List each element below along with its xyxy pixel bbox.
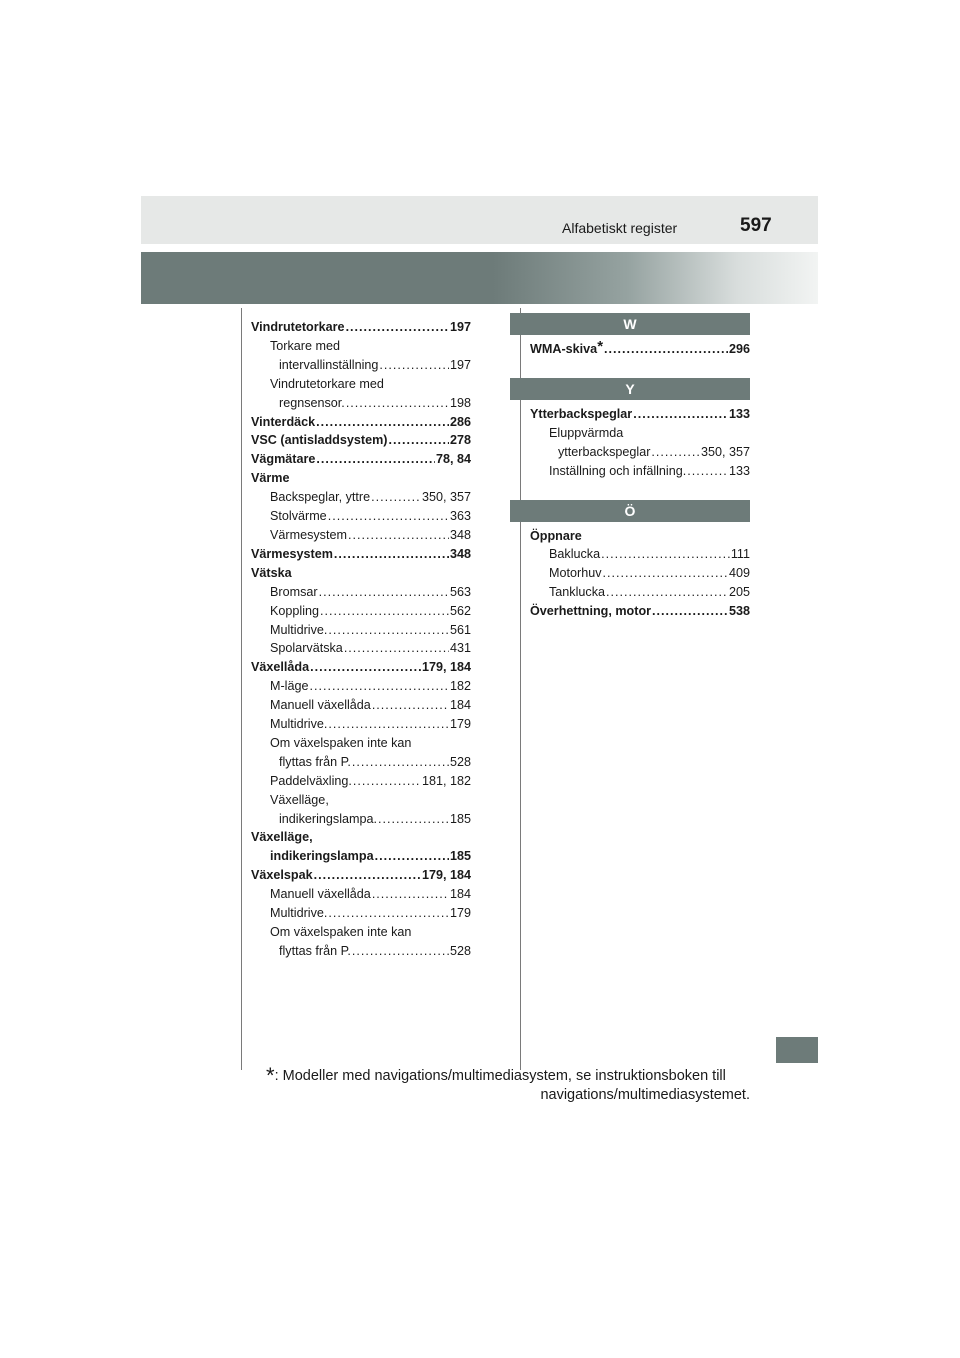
index-entry-term: Växelläge, bbox=[251, 830, 313, 845]
index-entry-page: 184 bbox=[449, 698, 471, 713]
index-entry-term: Multidrive. bbox=[270, 717, 328, 732]
index-entry-term: Tanklucka bbox=[549, 585, 606, 600]
index-entry-sub bbox=[251, 772, 471, 791]
index-entry-term: Vindrutetorkare bbox=[251, 320, 345, 334]
index-entry-main bbox=[251, 545, 471, 564]
index-entry-term: intervallinställning bbox=[279, 357, 379, 372]
index-entry-term: flyttas från P. bbox=[279, 754, 351, 769]
index-entry-term: Baklucka bbox=[549, 547, 601, 562]
dot-leader bbox=[687, 462, 728, 481]
index-entry-main bbox=[251, 450, 471, 469]
footnote-line-1 bbox=[266, 1063, 750, 1088]
index-entry-page: 185 bbox=[449, 811, 471, 826]
index-entry-main bbox=[530, 405, 750, 424]
index-entry-page: 431 bbox=[449, 641, 471, 656]
index-entry-term: Värme bbox=[251, 471, 290, 486]
index-entry-sub bbox=[251, 526, 471, 545]
index-entry-page: 133 bbox=[728, 463, 750, 478]
index-entry-term: Växelläge, bbox=[270, 792, 329, 807]
index-entry-term: Vinterdäck bbox=[251, 414, 316, 429]
index-entry-page: 363 bbox=[449, 509, 471, 524]
index-entry-main bbox=[251, 847, 471, 866]
index-entry-term: Överhettning, motor bbox=[530, 604, 652, 619]
index-entry-sub bbox=[530, 564, 750, 583]
index-entry-term: Vägmätare bbox=[251, 452, 316, 467]
index-entry-sub bbox=[530, 583, 750, 602]
index-entry-main bbox=[251, 866, 471, 885]
index-entry-page: 197 bbox=[449, 320, 471, 334]
index-entry-sub bbox=[251, 753, 471, 772]
index-entry-term: Om växelspaken inte kan bbox=[270, 925, 412, 939]
index-entry-page: 278 bbox=[449, 433, 471, 448]
index-entry-page: 562 bbox=[449, 603, 471, 618]
index-entry-sub bbox=[251, 488, 471, 507]
index-entry-term: Växellåda bbox=[251, 660, 310, 675]
index-entry-term: Stolvärme bbox=[270, 509, 327, 524]
index-entry-sub bbox=[251, 791, 471, 810]
index-entry-page: 133 bbox=[728, 406, 750, 421]
index-entry-main: WMA-skiva * ..... 296 bbox=[530, 340, 750, 359]
index-entry-term: Paddelväxling. bbox=[270, 773, 352, 788]
index-entry-sub bbox=[251, 507, 471, 526]
index-entry-page: 179 bbox=[449, 906, 471, 921]
index-entry-main bbox=[530, 527, 750, 546]
dot-leader bbox=[328, 507, 449, 526]
index-entry-main bbox=[251, 469, 471, 488]
index-entry-sub bbox=[251, 356, 471, 375]
index-column-left bbox=[251, 318, 471, 961]
index-entry-page: 205 bbox=[728, 585, 750, 600]
index-entry-term: flyttas från P. bbox=[279, 943, 351, 958]
index-entry-page: 182 bbox=[449, 679, 471, 694]
index-entry-main bbox=[251, 564, 471, 583]
index-entry-term: Backspeglar, yttre bbox=[270, 490, 371, 505]
index-entry-term: WMA-skiva bbox=[530, 342, 598, 356]
dot-leader bbox=[388, 431, 449, 450]
footnote-text-1: : Modeller med navigations/multimediasystem, se instruktionsboken till bbox=[274, 1068, 726, 1084]
index-entry-page: 185 bbox=[449, 849, 471, 864]
index-entry-term: Vätska bbox=[251, 565, 292, 580]
page-header-title: Alfabetiskt register bbox=[562, 220, 678, 236]
index-entry-term: Motorhuv bbox=[549, 566, 602, 581]
index-entry-term: Värmesystem bbox=[251, 546, 333, 561]
index-entry-sub bbox=[530, 462, 750, 481]
dot-leader bbox=[603, 564, 728, 583]
index-entry-sub bbox=[251, 923, 471, 942]
index-entry-page: 286 bbox=[449, 414, 471, 429]
index-entry-main bbox=[251, 413, 471, 432]
page-number: 597 bbox=[740, 215, 772, 236]
index-entry-sub bbox=[251, 942, 471, 961]
index-entry-page: 538 bbox=[728, 604, 750, 619]
dot-leader bbox=[604, 340, 728, 359]
index-entry-page: 179, 184 bbox=[421, 868, 471, 883]
index-entry-term: indikeringslampa. bbox=[279, 811, 378, 826]
index-entry-term: Bromsar bbox=[270, 584, 318, 599]
dot-leader bbox=[372, 885, 449, 904]
index-entry-page: 348 bbox=[449, 527, 471, 542]
index-entry-term: M-läge bbox=[270, 679, 309, 694]
index-entry-page: 181, 182 bbox=[421, 773, 471, 788]
index-entry-sub bbox=[251, 639, 471, 658]
dot-leader bbox=[352, 753, 449, 772]
index-entry-page: 296 bbox=[728, 342, 750, 356]
index-entry-sub bbox=[251, 696, 471, 715]
index-entry-term: ytterbackspeglar bbox=[558, 444, 651, 459]
index-entry-term: Om växelspaken inte kan bbox=[270, 735, 412, 750]
index-entry-page: 528 bbox=[449, 754, 471, 769]
dot-leader bbox=[316, 450, 435, 469]
dot-leader bbox=[651, 443, 700, 462]
index-entry-sub bbox=[530, 545, 750, 564]
index-entry-page: 198 bbox=[449, 395, 471, 410]
index-entry-term: Eluppvärmda bbox=[549, 425, 624, 440]
index-entry-sub bbox=[251, 904, 471, 923]
dot-leader bbox=[606, 583, 728, 602]
index-entry-sub bbox=[251, 375, 471, 394]
dot-leader bbox=[334, 545, 449, 564]
index-entry-main bbox=[251, 658, 471, 677]
section-letter-band: W bbox=[510, 313, 750, 335]
side-thumb-tab bbox=[776, 1037, 818, 1063]
index-entry-main bbox=[251, 828, 471, 847]
dot-leader bbox=[310, 658, 421, 677]
index-entry-term: Torkare med bbox=[270, 338, 340, 353]
index-entry-sub bbox=[530, 424, 750, 443]
section-letter-band: Ö bbox=[510, 500, 750, 522]
dot-leader bbox=[314, 866, 421, 885]
index-entry-sub bbox=[251, 734, 471, 753]
index-entry-page: 350, 357 bbox=[700, 444, 750, 459]
index-entry-page: 179 bbox=[449, 717, 471, 732]
dot-leader bbox=[328, 715, 449, 734]
dot-leader bbox=[633, 405, 728, 424]
index-entry-page: 561 bbox=[449, 622, 471, 637]
index-entry-main bbox=[530, 602, 750, 621]
dot-leader bbox=[348, 526, 449, 545]
index-entry-term: Ytterbackspeglar bbox=[530, 406, 633, 421]
footnote bbox=[266, 1063, 750, 1105]
index-entry-sub bbox=[251, 810, 471, 829]
center-column-divider bbox=[520, 308, 521, 1070]
dot-leader bbox=[352, 942, 449, 961]
index-entry-main bbox=[251, 318, 471, 337]
index-entry-term: Vindrutetorkare med bbox=[270, 376, 384, 391]
section-letter-band: Y bbox=[510, 378, 750, 400]
index-entry-sub bbox=[251, 621, 471, 640]
index-entry-page: 184 bbox=[449, 887, 471, 902]
index-entry-sub bbox=[251, 337, 471, 356]
dot-leader bbox=[378, 810, 449, 829]
index-entry-page: 563 bbox=[449, 584, 471, 599]
index-entry-term: Koppling bbox=[270, 603, 320, 618]
dot-leader bbox=[371, 488, 421, 507]
index-entry-page: 179, 184 bbox=[421, 660, 471, 675]
dot-leader bbox=[379, 356, 449, 375]
dot-leader bbox=[320, 602, 449, 621]
footnote-line-2: navigations/multimediasystemet. bbox=[540, 1087, 750, 1103]
dot-leader bbox=[316, 413, 449, 432]
header-gradient-band bbox=[141, 252, 818, 304]
index-entry-sub bbox=[251, 394, 471, 413]
index-entry-page: 409 bbox=[728, 566, 750, 581]
index-entry-term: Spolarvätska bbox=[270, 641, 343, 656]
footnote-marker: * bbox=[266, 1063, 275, 1088]
dot-leader bbox=[372, 696, 449, 715]
index-entry-sub bbox=[251, 602, 471, 621]
dot-leader bbox=[310, 677, 449, 696]
dot-leader bbox=[319, 583, 449, 602]
dot-leader bbox=[346, 318, 449, 337]
dot-leader bbox=[328, 621, 449, 640]
index-entry-sub bbox=[530, 443, 750, 462]
index-entry-page: 78, 84 bbox=[435, 452, 471, 467]
index-column-right bbox=[530, 313, 750, 621]
index-entry-term: Värmesystem bbox=[270, 527, 347, 542]
index-entry-term: VSC (antisladdsystem) bbox=[251, 433, 388, 448]
dot-leader bbox=[346, 394, 449, 413]
left-column-divider bbox=[241, 308, 242, 1070]
dot-leader bbox=[601, 545, 730, 564]
index-entry-sub bbox=[251, 715, 471, 734]
dot-leader bbox=[328, 904, 449, 923]
index-entry-page: 350, 357 bbox=[421, 490, 471, 505]
index-entry-term: Inställning och infällning. bbox=[549, 463, 687, 478]
index-entry-term: Multidrive. bbox=[270, 622, 328, 637]
index-entry-term: regnsensor. bbox=[279, 395, 345, 410]
dot-leader bbox=[375, 847, 449, 866]
index-entry-main bbox=[251, 431, 471, 450]
header-bar bbox=[141, 196, 818, 244]
index-entry-sub bbox=[251, 583, 471, 602]
index-entry-sub bbox=[251, 885, 471, 904]
dot-leader bbox=[353, 772, 421, 791]
dot-leader bbox=[344, 639, 449, 658]
index-entry-term: indikeringslampa bbox=[270, 849, 374, 864]
index-entry-term: Växelspak bbox=[251, 868, 313, 883]
index-entry-page: 197 bbox=[449, 357, 471, 372]
dot-leader bbox=[652, 602, 728, 621]
index-entry-sub bbox=[251, 677, 471, 696]
index-entry-page: 111 bbox=[730, 547, 750, 562]
index-entry-term: Manuell växellåda bbox=[270, 698, 371, 713]
index-entry-term: Manuell växellåda bbox=[270, 887, 371, 902]
index-entry-page: 348 bbox=[449, 546, 471, 561]
index-entry-term: Multidrive. bbox=[270, 906, 328, 921]
index-entry-page: 528 bbox=[449, 943, 471, 958]
index-entry-term: Öppnare bbox=[530, 528, 582, 543]
